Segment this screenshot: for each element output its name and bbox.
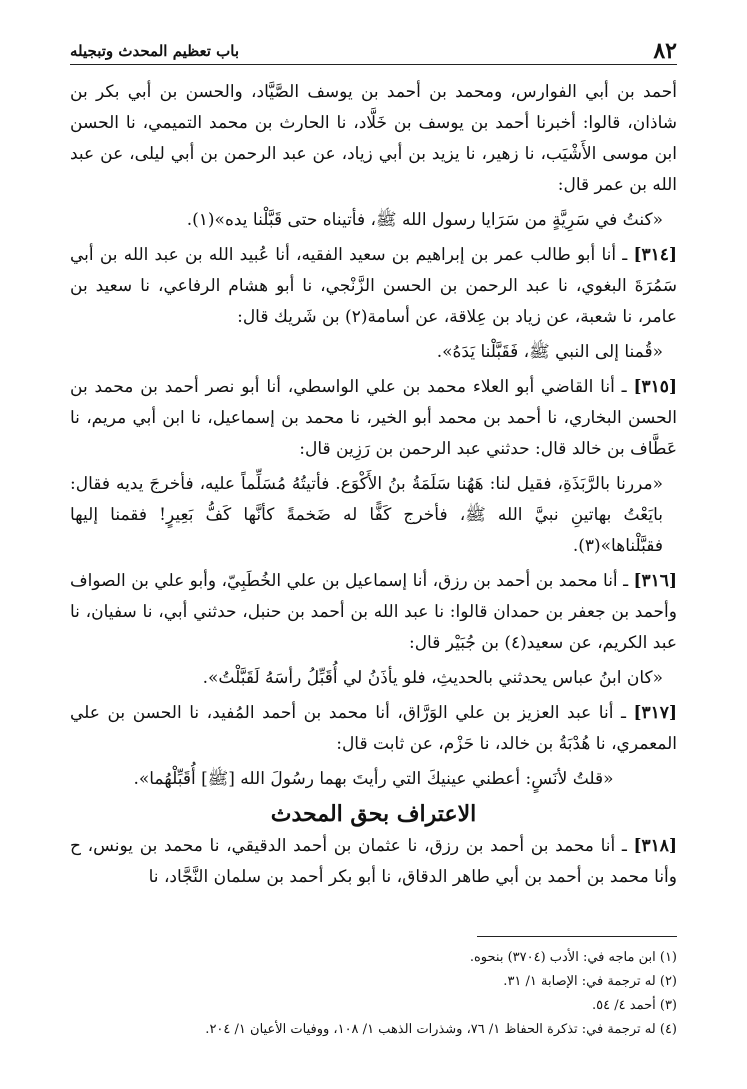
quote-317: «قلتُ لأنَسٍ: أعطني عينيكَ التي رأيتَ بهما رسُولَ الله [ﷺ] أُقَبِّلْهُما».	[133, 769, 614, 789]
paragraph-314-text: ـ أنا أبو طالب عمر بن إبراهيم بن سعيد الفقيه، أنا عُبيد الله بن عبد الله بن أبي سَمُرَةَ البغوي، نا عبد الرحمن بن الحسن الزَّنْجي، نا أبو هشام الرفاعي، نا سعيد بن عامر، نا شعبة، عن زياد بن عِلاقة، عن أسامة(٢) بن شَريك قال:	[70, 245, 677, 327]
section-heading: الاعتراف بحق المحدث	[270, 801, 477, 827]
footnote-2: (٢) له ترجمة في: الإصابة ١/ ٣١.	[503, 974, 677, 989]
footnote-4: (٤) له ترجمة في: تذكرة الحفاظ ١/ ٧٦، وشذرات الذهب ١/ ١٠٨، ووفيات الأعيان ١/ ٢٠٤.	[205, 1022, 677, 1037]
hadith-number-317: [٣١٧]	[633, 703, 677, 723]
paragraph-315-text: ـ أنا القاضي أبو العلاء محمد بن علي الواسطي، أنا أبو نصر أحمد بن محمد بن الحسن البخاري، نا أحمد بن محمد أبو الخير، نا محمد بن إسماعيل، نا ابن أبي مريم، نا عَطَّاف بن خالد قال: حدثني عبد الرحمن بن رَزِين قال:	[70, 377, 677, 459]
hadith-number-314: [٣١٤]	[633, 245, 677, 265]
paragraph-313-continued: أحمد بن أبي الفوارس، ومحمد بن أحمد بن يوسف الصَّيَّاد، والحسن بن أبي بكر بن شاذان، قالوا: أخبرنا أحمد بن يوسف بن خَلَّاد، نا الحارث بن محمد التميمي، نا الحسن ابن موسى الأَشْيَب، نا زهير، نا يزيد بن أبي زياد، عن عبد الرحمن بن أبي ليلى، عن عبد الله بن عمر قال:	[70, 82, 677, 195]
quote-316: «كان ابنُ عباس يحدثني بالحديثِ، فلو يأذَنُ لي أُقَبِّلُ رأسَهُ لَقَبَّلْتُ».	[202, 668, 663, 688]
page-header	[70, 30, 677, 65]
quote-313: «كنتُ في سَرِيَّةٍ من سَرَايا رسول الله ﷺ، فأتيناه حتى قَبَّلْنا يده»(١).	[186, 210, 663, 230]
paragraph-317-text: ـ أنا عبد العزيز بن علي الوَرَّاق، أنا محمد بن أحمد المُفيد، نا الحسن بن علي المعمري، نا هُدْبَةُ بن خالد، نا حَزْم، عن ثابت قال:	[70, 703, 677, 754]
quote-314: «قُمنا إلى النبي ﷺ، فَقَبَّلْنا يَدَهُ».	[436, 342, 663, 362]
quote-315: «مررنا بالرَّبَذَةِ، فقيل لنا: هَهُنا سَلَمَةُ بنُ الأَكْوَع. فأتيتُهُ مُسَلِّماً عليه، فأخرجَ يديه فقال: بايَعْتُ بهاتينِ نبيَّ الله ﷺ، فأخرج كَفًّا له ضَخمةً كأنَّها كَفُّ بَعِيرٍ! فقمنا إليها فقبَّلْناها»(٣).	[70, 474, 663, 556]
paragraph-318-text: ـ أنا محمد بن أحمد بن رزق، نا عثمان بن أحمد الدقيقي، نا محمد بن يونس، ح وأنا محمد بن أحمد بن أبي طاهر الدقاق، نا أبو بكر أحمد بن سلمان النَّجَّاد، نا	[70, 836, 677, 887]
paragraph-318	[70, 831, 677, 893]
paragraph-316	[70, 566, 677, 659]
hadith-number-318: [٣١٨]	[633, 836, 677, 856]
paragraph-316-text: ـ أنا محمد بن أحمد بن رزق، أنا إسماعيل بن علي الخُطَبِيّ، وأبو علي بن الصواف وأحمد بن جعفر بن حمدان قالوا: نا عبد الله بن أحمد بن حنبل، حدثني أبي، نا سفيان، نا عبد الكريم، عن سعيد(٤) بن جُبَيْر قال:	[70, 571, 677, 653]
hadith-number-316: [٣١٦]	[633, 571, 677, 591]
hadith-number-315: [٣١٥]	[633, 377, 677, 397]
paragraph-315	[70, 372, 677, 465]
footnotes	[70, 946, 677, 1042]
footnote-3: (٣) أحمد ٤/ ٥٤.	[592, 998, 677, 1013]
page-number: ٨٢	[653, 38, 677, 64]
footnote-divider	[477, 936, 677, 937]
running-title: باب تعظيم المحدث وتبجيله	[70, 42, 240, 60]
paragraph-314	[70, 240, 677, 333]
paragraph-317	[70, 698, 677, 760]
footnote-1: (١) ابن ماجه في: الأدب (٣٧٠٤) بنحوه.	[469, 950, 677, 965]
